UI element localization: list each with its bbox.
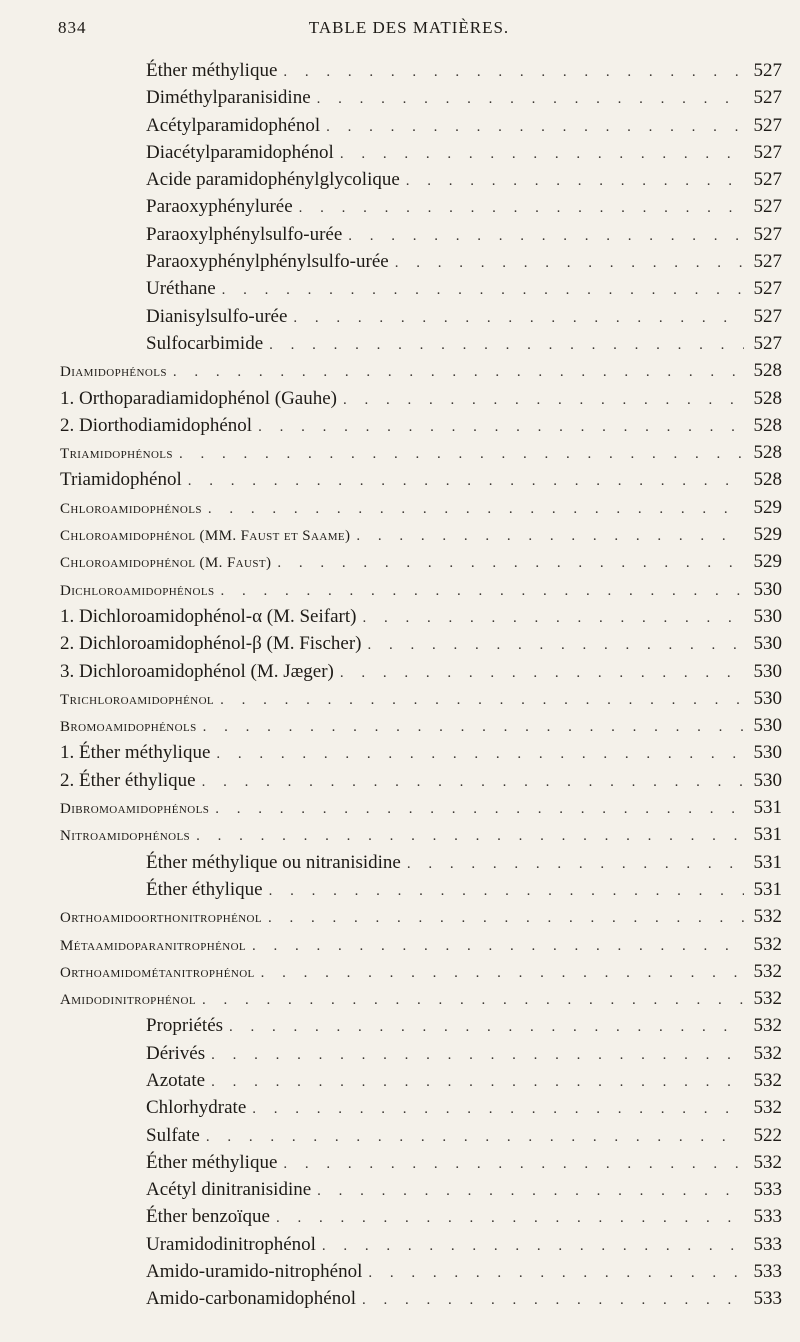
toc-entry-label: Acétylparamidophénol (146, 114, 321, 136)
toc-entry-page: 533 (753, 1288, 782, 1310)
toc-entry (60, 1149, 782, 1176)
toc-entry-label: Diamidophénols (60, 364, 167, 381)
toc-entry-page: 527 (753, 141, 782, 163)
dot-leader (258, 414, 744, 441)
toc-entry-page: 532 (753, 1151, 782, 1173)
toc-entry-label: 3. Dichloroamidophénol (M. Jæger) (60, 660, 334, 682)
dot-leader (269, 878, 744, 905)
toc-entry (60, 1094, 782, 1121)
toc-entry-page: 532 (753, 1069, 782, 1091)
toc-entry (60, 603, 782, 630)
toc-entry-label: Orthoamidométanitrophénol (60, 964, 255, 981)
toc-entry-label: Sulfocarbimide (146, 332, 264, 354)
toc-entry-label: Dianisylsulfo-urée (146, 305, 288, 327)
toc-entry-label: Dichloroamidophénols (60, 582, 215, 599)
toc-entry (60, 139, 782, 166)
toc-entry (60, 521, 782, 548)
toc-entry-page: 528 (753, 414, 782, 436)
dot-leader (317, 86, 744, 113)
toc-entry-label: 1. Orthoparadiamidophénol (Gauhe) (60, 387, 337, 409)
toc-entry-page: 532 (753, 960, 782, 982)
dot-leader (222, 277, 744, 304)
toc-entry (60, 794, 782, 821)
toc-entry-page: 527 (753, 60, 782, 81)
toc-entry-page: 531 (753, 851, 782, 873)
toc-entry (60, 193, 782, 220)
toc-entry-page: 528 (753, 360, 782, 382)
toc-entry (60, 821, 782, 848)
toc-entry (60, 903, 782, 930)
running-title: TABLE DES MATIÈRES. (308, 18, 510, 37)
toc-entry (60, 658, 782, 685)
toc-entry-page: 527 (753, 223, 782, 245)
toc-entry-page: 527 (753, 332, 782, 354)
dot-leader (211, 1042, 744, 1069)
toc-entry (60, 739, 782, 766)
toc-entry-label: 2. Diorthodiamidophénol (60, 414, 253, 436)
dot-leader (220, 687, 744, 714)
toc-entry-page: 532 (753, 1097, 782, 1119)
toc-entry (60, 849, 782, 876)
toc-entry (60, 1203, 782, 1230)
toc-entry-label: Diacétylparamidophénol (146, 141, 334, 163)
toc-entry (60, 1040, 782, 1067)
toc-entry-label: Paraoxyphénylphénylsulfo-urée (146, 251, 389, 273)
toc-entry-page: 527 (753, 169, 782, 191)
toc-entry-page: 532 (753, 933, 782, 955)
dot-leader (188, 468, 744, 495)
dot-leader (283, 59, 744, 86)
toc-entry (60, 1067, 782, 1094)
toc-entry-label: Propriétés (146, 1015, 224, 1037)
dot-leader (203, 714, 744, 741)
toc-entry (60, 630, 782, 657)
toc-entry-label: Chloroamidophénol (MM. Faust et Saame) (60, 528, 351, 545)
dot-leader (395, 250, 744, 277)
toc-entry-label: Éther méthylique (146, 60, 278, 81)
toc-entry (60, 985, 782, 1012)
toc-entry-page: 528 (753, 387, 782, 409)
toc-entry-page: 530 (753, 687, 782, 709)
toc-entry-label: Sulfate (146, 1124, 200, 1146)
toc-entry-page: 533 (753, 1233, 782, 1255)
toc-entry-page: 532 (753, 988, 782, 1010)
toc-entry (60, 57, 782, 84)
toc-entry-label: Orthoamidoorthonitrophénol (60, 910, 263, 927)
toc-entry (60, 931, 782, 958)
toc-entry-page: 530 (753, 660, 782, 682)
toc-entry (60, 576, 782, 603)
toc-entry (60, 84, 782, 111)
toc-entry (60, 958, 782, 985)
dot-leader (348, 223, 744, 250)
dot-leader (362, 1287, 744, 1314)
toc-entry (60, 712, 782, 739)
toc-entry (60, 548, 782, 575)
toc-entry-label: Métaamidoparanitrophénol (60, 937, 247, 954)
toc-entry (60, 1285, 782, 1312)
toc-entry-label: Éther benzoïque (146, 1206, 270, 1228)
toc-entry-page: 533 (753, 1179, 782, 1201)
toc-entry-page: 531 (753, 878, 782, 900)
dot-leader (299, 195, 744, 222)
toc-entry (60, 221, 782, 248)
dot-leader (268, 905, 744, 932)
dot-leader (179, 441, 744, 468)
toc-entry-page: 527 (753, 114, 782, 136)
dot-leader (206, 1124, 744, 1151)
toc-entry (60, 275, 782, 302)
toc-entry-page: 531 (753, 797, 782, 819)
toc-entry (60, 1012, 782, 1039)
toc-entry-page: 528 (753, 442, 782, 464)
dot-leader (406, 168, 744, 195)
toc-entry-label: Diméthylparanisidine (146, 87, 311, 109)
dot-leader (252, 1096, 744, 1123)
dot-leader (216, 741, 744, 768)
toc-entry-label: Uramidodinitrophénol (146, 1233, 316, 1255)
table-of-contents (60, 57, 782, 1313)
toc-entry-page: 533 (753, 1206, 782, 1228)
dot-leader (202, 987, 744, 1014)
toc-entry-page: 530 (753, 769, 782, 791)
dot-leader (276, 1205, 744, 1232)
dot-leader (173, 359, 744, 386)
toc-entry (60, 494, 782, 521)
dot-leader (269, 332, 744, 359)
toc-entry-page: 532 (753, 1042, 782, 1064)
toc-entry-label: Acétyl dinitranisidine (146, 1179, 312, 1201)
toc-entry-label: Amidodinitrophénol (60, 992, 196, 1009)
toc-entry-label: Nitroamidophénols (60, 828, 191, 845)
toc-entry (60, 1176, 782, 1203)
dot-leader (356, 523, 744, 550)
toc-entry-label: Paraoxyphénylurée (146, 196, 293, 218)
toc-entry (60, 330, 782, 357)
toc-entry-label: Éther méthylique ou nitranisidine (146, 851, 401, 873)
dot-leader (283, 1151, 744, 1178)
toc-entry-label: Azotate (146, 1069, 206, 1091)
toc-entry-label: Trichloroamidophénol (60, 691, 215, 708)
toc-entry (60, 166, 782, 193)
toc-entry-label: Chloroamidophénols (60, 500, 202, 517)
toc-entry-label: Acide paramidophénylglycolique (146, 169, 400, 191)
dot-leader (343, 387, 744, 414)
dot-leader (322, 1233, 744, 1260)
toc-entry-label: 2. Éther éthylique (60, 769, 196, 791)
toc-entry-label: Dibromoamidophénols (60, 801, 210, 818)
toc-entry-page: 530 (753, 605, 782, 627)
toc-entry-page: 527 (753, 278, 782, 300)
dot-leader (340, 660, 744, 687)
dot-leader (362, 605, 744, 632)
toc-entry (60, 767, 782, 794)
dot-leader (208, 496, 744, 523)
dot-leader (277, 550, 744, 577)
toc-entry (60, 1231, 782, 1258)
toc-entry-page: 529 (753, 496, 782, 518)
dot-leader (252, 933, 744, 960)
dot-leader (196, 823, 744, 850)
dot-leader (261, 960, 744, 987)
toc-entry-label: Éther éthylique (146, 878, 263, 900)
toc-entry-label: Amido-uramido-nitrophénol (146, 1261, 363, 1283)
page-header (58, 18, 760, 44)
toc-entry-page: 530 (753, 715, 782, 737)
toc-entry-page: 522 (753, 1124, 782, 1146)
toc-entry-page: 532 (753, 1015, 782, 1037)
toc-entry-label: 2. Dichloroamidophénol-β (M. Fischer) (60, 633, 362, 655)
dot-leader (202, 769, 744, 796)
dot-leader (211, 1069, 744, 1096)
toc-entry-page: 532 (753, 906, 782, 928)
dot-leader (340, 141, 744, 168)
toc-entry-page: 530 (753, 633, 782, 655)
toc-entry-page: 531 (753, 824, 782, 846)
toc-entry-label: Chlorhydrate (146, 1097, 247, 1119)
toc-entry-label: Triamidophénol (60, 469, 182, 491)
toc-entry-page: 527 (753, 196, 782, 218)
toc-entry-label: Chloroamidophénol (M. Faust) (60, 555, 272, 572)
toc-entry (60, 1122, 782, 1149)
page-number: 834 (58, 18, 87, 37)
dot-leader (215, 796, 744, 823)
toc-entry-page: 527 (753, 251, 782, 273)
toc-entry (60, 685, 782, 712)
toc-entry-page: 533 (753, 1261, 782, 1283)
dot-leader (326, 114, 744, 141)
toc-entry (60, 876, 782, 903)
dot-leader (368, 1260, 744, 1287)
toc-entry-label: 1. Dichloroamidophénol-α (M. Seifart) (60, 605, 357, 627)
toc-entry (60, 412, 782, 439)
toc-entry-label: Dérivés (146, 1042, 206, 1064)
dot-leader (229, 1014, 744, 1041)
toc-entry-page: 530 (753, 578, 782, 600)
dot-leader (317, 1178, 744, 1205)
toc-entry-label: Éther méthylique (146, 1151, 278, 1173)
toc-entry (60, 357, 782, 384)
dot-leader (367, 632, 744, 659)
toc-entry-label: Paraoxylphénylsulfo-urée (146, 223, 343, 245)
toc-entry-label: Bromoamidophénols (60, 719, 197, 736)
toc-entry-page: 530 (753, 742, 782, 764)
toc-entry-page: 529 (753, 524, 782, 546)
toc-entry-page: 529 (753, 551, 782, 573)
toc-entry-page: 527 (753, 305, 782, 327)
toc-entry-page: 527 (753, 87, 782, 109)
toc-entry-label: 1. Éther méthylique (60, 742, 211, 764)
toc-entry (60, 303, 782, 330)
toc-entry (60, 385, 782, 412)
toc-entry (60, 466, 782, 493)
dot-leader (407, 851, 744, 878)
toc-entry-label: Uréthane (146, 278, 216, 300)
toc-entry-label: Triamidophénols (60, 446, 173, 463)
toc-entry (60, 439, 782, 466)
toc-entry (60, 1258, 782, 1285)
dot-leader (293, 305, 744, 332)
toc-entry-page: 528 (753, 469, 782, 491)
toc-entry (60, 112, 782, 139)
toc-entry (60, 248, 782, 275)
toc-entry-label: Amido-carbonamidophénol (146, 1288, 357, 1310)
dot-leader (221, 578, 744, 605)
